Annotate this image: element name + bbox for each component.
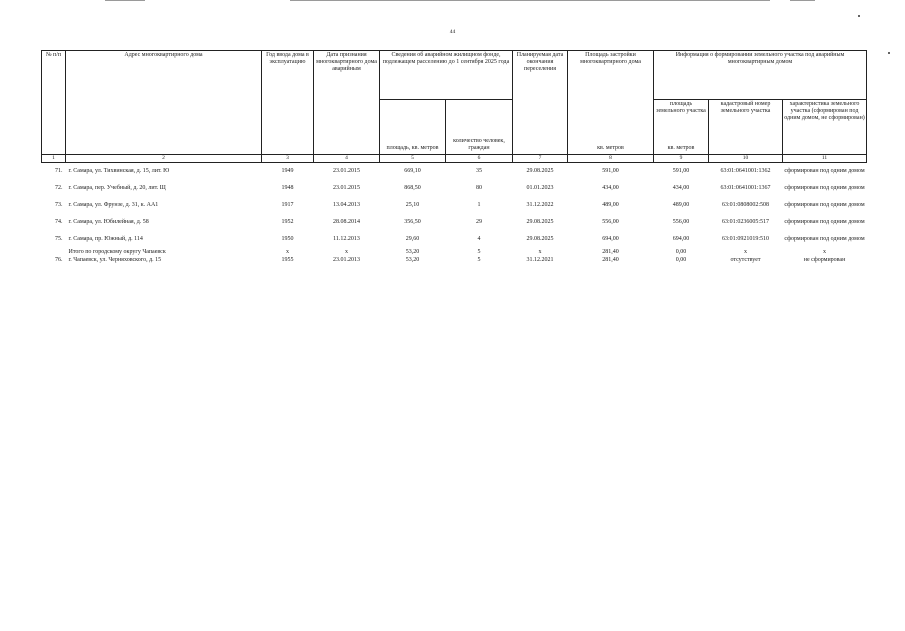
cell-characteristic: сформирован под одним домом xyxy=(784,168,865,175)
cell-cadastral: отсутствует xyxy=(730,256,761,263)
table-row xyxy=(42,256,867,264)
cell-address: г. Самара, ул. Тихвинская, д. 15, лит. Ю xyxy=(68,168,170,175)
cell-recognition-date: 13.04.2013 xyxy=(333,202,360,209)
cell-area: 356,50 xyxy=(404,219,421,226)
header-area: площадь, кв. метров xyxy=(380,100,446,155)
header-row-top xyxy=(42,51,867,100)
cell-land-area: 556,00 xyxy=(672,219,690,226)
cell-characteristic: сформирован под одним домом xyxy=(784,185,865,192)
header-land-area: площадь земельного участка xyxy=(654,100,709,130)
cell-people: 1 xyxy=(477,202,481,209)
cell-planned-date: 31.12.2022 xyxy=(526,202,554,209)
header-no: № п/п xyxy=(42,51,66,155)
cell-planned-date: х xyxy=(538,248,542,255)
cell-cadastral: 63:01:0808002:508 xyxy=(721,202,769,209)
cell-people: 80 xyxy=(476,185,482,192)
cell-area: 29,60 xyxy=(405,236,420,243)
header-build-area: Площадь застройки многоквартирного дома xyxy=(568,51,654,130)
column-number: 9 xyxy=(654,155,709,163)
scan-edge-line-right xyxy=(790,0,815,1)
cell-year: 1950 xyxy=(281,236,294,243)
header-emergency-info: Сведения об аварийном жилищном фонде, подлежащем расселению до 1 сентября 2025 года xyxy=(380,51,513,100)
column-number: 11 xyxy=(783,155,867,163)
cell-build-area: 281,40 xyxy=(602,256,619,263)
cell-year: х xyxy=(286,248,289,255)
table-row xyxy=(42,163,867,181)
column-number: 8 xyxy=(568,155,654,163)
header-year: Год ввода дома в эксплуатацию xyxy=(262,51,314,155)
cell-land-area: 0,00 xyxy=(675,248,687,255)
cell-characteristic: сформирован под одним домом xyxy=(784,202,865,209)
cell-address: г. Чапаевск, ул. Черняховского, д. 15 xyxy=(68,256,162,263)
total-row xyxy=(42,248,867,256)
header-recognition-date: Дата признания многоквартирного дома аварийным xyxy=(314,51,380,155)
table-row xyxy=(42,231,867,248)
cell-cadastral: 63:01:0921019:510 xyxy=(721,236,769,243)
cell-no xyxy=(42,248,66,256)
cell-year: 1952 xyxy=(281,219,294,226)
header-cadastral: кадастровый номер земельного участка xyxy=(709,100,783,155)
scan-edge-line-left xyxy=(105,0,145,1)
cell-recognition-date: 23.01.2013 xyxy=(333,256,360,263)
cell-land-area: 434,00 xyxy=(672,185,690,192)
cell-characteristic: х xyxy=(823,248,827,255)
cell-address: г. Самара, пер. Учебный, д. 20, лит. Щ xyxy=(68,185,166,192)
cell-no: 76. xyxy=(55,256,63,263)
column-number: 10 xyxy=(709,155,783,163)
cell-area: 669,10 xyxy=(404,168,421,175)
cell-land-area: 591,00 xyxy=(672,168,690,175)
cell-build-area: 434,00 xyxy=(602,185,619,192)
cell-area: 53,20 xyxy=(405,256,420,263)
page-number: 44 xyxy=(449,29,456,35)
table-row xyxy=(42,197,867,214)
header-planned-date: Планируемая дата окончания переселения xyxy=(513,51,568,155)
cell-recognition-date: 11.12.2013 xyxy=(333,236,360,243)
cell-year: 1955 xyxy=(281,256,294,263)
cell-build-area: 694,00 xyxy=(602,236,619,243)
cell-area: 25,10 xyxy=(405,202,420,209)
cell-address: г. Самара, ул. Юбилейная, д. 58 xyxy=(68,219,149,226)
cell-characteristic: не сформирован xyxy=(803,256,846,263)
header-land-info: Информация о формировании земельного участка под аварийным многоквартирным домом xyxy=(654,51,867,100)
cell-no: 71. xyxy=(55,168,63,175)
cell-characteristic: сформирован под одним домом xyxy=(784,219,865,226)
cell-build-area: 556,00 xyxy=(602,219,619,226)
cell-cadastral: х xyxy=(744,248,747,255)
cell-people: 4 xyxy=(477,236,481,243)
cell-recognition-date: х xyxy=(345,248,348,255)
cell-land-area: 694,00 xyxy=(672,236,690,243)
column-number: 3 xyxy=(262,155,314,163)
column-number: 1 xyxy=(42,155,66,163)
cell-cadastral: 63:01:0641001:1362 xyxy=(720,168,771,175)
cell-no: 72. xyxy=(55,185,63,192)
cell-no: 73. xyxy=(55,202,63,209)
header-people: количество человек, граждан xyxy=(446,100,513,155)
cell-people: 29 xyxy=(476,219,482,226)
column-number: 4 xyxy=(314,155,380,163)
cell-people: 35 xyxy=(476,168,482,175)
cell-address: г. Самара, пр. Южный, д. 114 xyxy=(68,236,143,243)
cell-area: 868,50 xyxy=(404,185,421,192)
emergency-housing-table xyxy=(41,50,867,264)
cell-build-area: 489,00 xyxy=(602,202,619,209)
table-row xyxy=(42,180,867,197)
cell-cadastral: 63:01:0236005:517 xyxy=(721,219,769,226)
cell-build-area: 281,40 xyxy=(602,248,619,255)
header-build-area-unit: кв. метров xyxy=(568,129,654,155)
table-body xyxy=(42,163,867,265)
column-number: 2 xyxy=(66,155,262,163)
cell-year: 1948 xyxy=(281,185,294,192)
column-number: 7 xyxy=(513,155,568,163)
header-land-area-unit: кв. метров xyxy=(654,129,709,155)
cell-recognition-date: 23.01.2015 xyxy=(333,168,360,175)
cell-cadastral: 63:01:0641001:1367 xyxy=(720,185,771,192)
cell-build-area: 591,00 xyxy=(602,168,619,175)
column-number-row xyxy=(42,155,867,163)
cell-planned-date: 29.08.2025 xyxy=(526,219,554,226)
column-number: 5 xyxy=(380,155,446,163)
cell-people: 5 xyxy=(477,256,481,263)
cell-no: 74. xyxy=(55,219,63,226)
cell-recognition-date: 23.01.2015 xyxy=(333,185,360,192)
scan-speck xyxy=(858,15,860,17)
cell-year: 1949 xyxy=(281,168,294,175)
cell-address: Итого по городскому округу Чапаевск xyxy=(68,248,166,255)
cell-planned-date: 29.08.2025 xyxy=(526,168,554,175)
cell-land-area: 0,00 xyxy=(675,256,687,263)
cell-characteristic: сформирован под одним домом xyxy=(784,236,865,243)
cell-address: г. Самара, ул. Фрунзе, д. 31, к. АА1 xyxy=(68,202,159,209)
cell-people: 5 xyxy=(477,248,481,255)
cell-planned-date: 29.08.2025 xyxy=(526,236,554,243)
cell-planned-date: 01.01.2023 xyxy=(526,185,554,192)
scan-speck xyxy=(888,52,890,54)
cell-land-area: 489,00 xyxy=(672,202,690,209)
cell-recognition-date: 28.08.2014 xyxy=(333,219,360,226)
column-number: 6 xyxy=(446,155,513,163)
header-characteristic: характеристика земельного участка (сформирован под одним домом, не сформирован) xyxy=(783,100,867,155)
cell-year: 1917 xyxy=(281,202,294,209)
cell-planned-date: 31.12.2021 xyxy=(526,256,554,263)
scan-edge-line-center xyxy=(290,0,770,1)
header-address: Адрес многоквартирного дома xyxy=(66,51,262,155)
cell-area: 53,20 xyxy=(405,248,420,255)
table-row xyxy=(42,214,867,231)
cell-no: 75. xyxy=(55,236,63,243)
